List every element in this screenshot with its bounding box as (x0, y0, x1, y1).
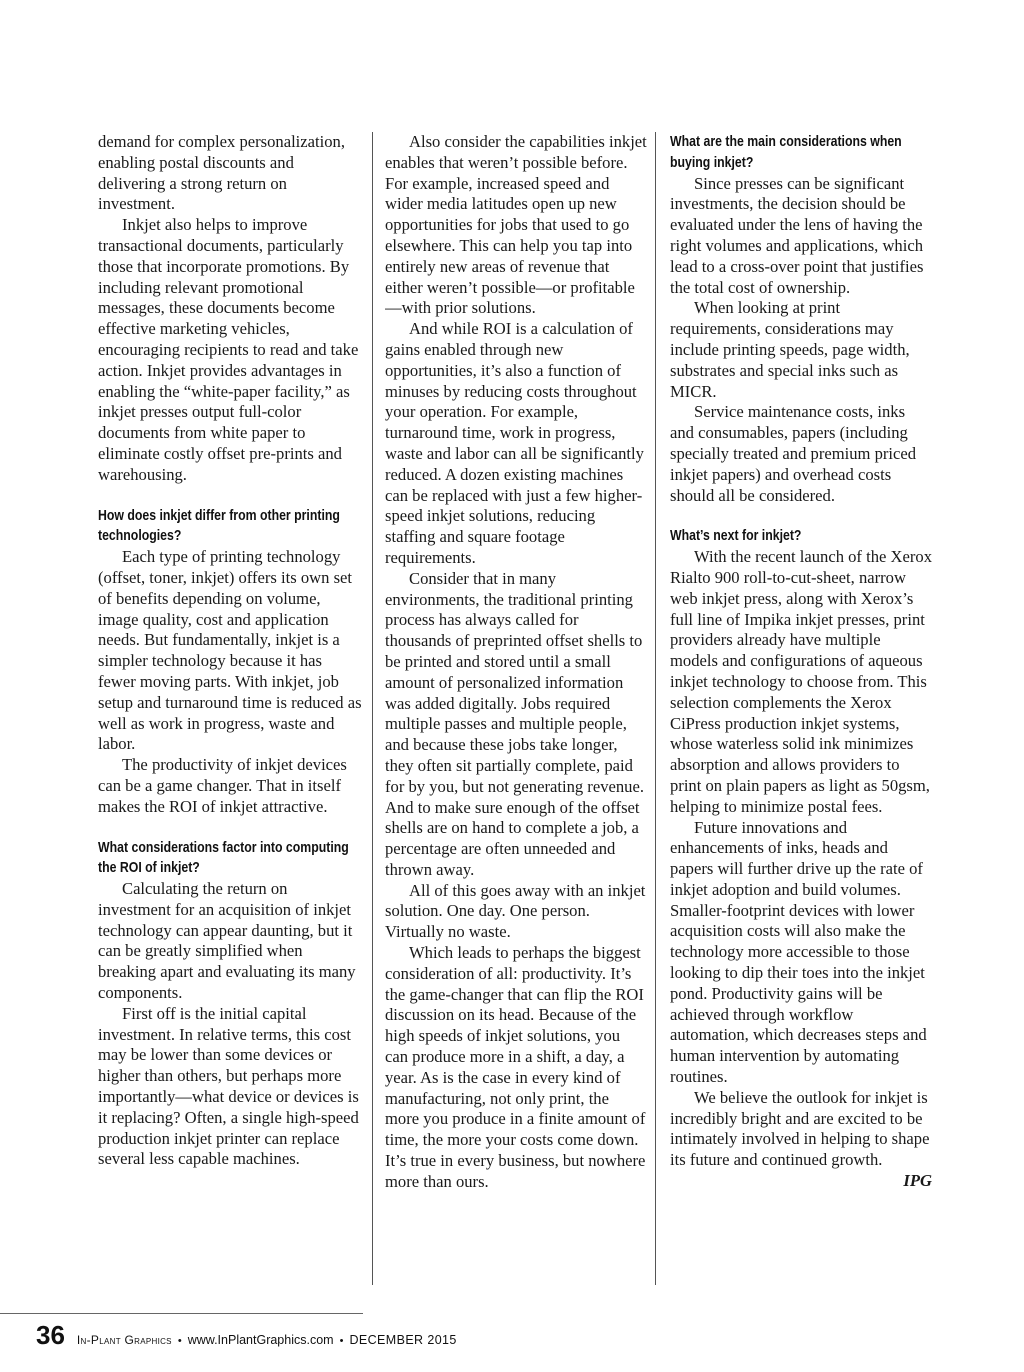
paragraph-text: We believe the outlook for inkjet is incredibly bright and are excited to be intimately involved in helping to shape its future and continued growth. (670, 1087, 930, 1170)
bullet-separator: • (177, 1335, 182, 1347)
paragraph (670, 1087, 932, 1191)
column-1 (98, 132, 362, 1292)
paragraph: Each type of printing technology (offset, toner, inkjet) offers its own set of benefits depending on volume, image quality, cost and application needs. But fundamentally, inkjet is a simpler technology because it has fewer moving parts. With inkjet, job setup and turnaround time is reduced as well as work in progress, waste and labor. (98, 547, 362, 754)
section-heading: What considerations factor into computing the ROI of inkjet? (98, 838, 349, 877)
page-footer (36, 1320, 457, 1354)
publication-name: In-Plant Graphics (76, 1333, 172, 1347)
column-divider (372, 132, 373, 1285)
issue-date: DECEMBER 2015 (349, 1333, 457, 1347)
footer-rule (0, 1313, 363, 1314)
paragraph: Service maintenance costs, inks and consumables, papers (including specially treated and premium priced inkjet papers) and overhead costs should all be considered. (670, 402, 917, 505)
paragraph: Consider that in many environments, the traditional printing process has always called for thousands of preprinted offset shells to be printed and stored until a small amount of personalized information was added digitally. Jobs required multiple passes and multiple people, and because these jobs take longer, they often sit partially complete, paid for by you, but not generating revenue. And to make sure enough of the offset shells are on hand to complete a job, a percentage are often unneeded and thrown away. (385, 568, 644, 879)
paragraph: Which leads to perhaps the biggest consideration of all: productivity. It’s the game-changer that can flip the ROI discussion on its head. Because of the high speeds of inkjet solutions, you can produce more in a shift, a day, a year. As is the case in every kind of manufacturing, not only print, the more you produce in a finite amount of time, the more your costs come down. It’s true in every business, but nowhere more than ours. (385, 943, 646, 1191)
bullet-separator: • (339, 1335, 344, 1347)
paragraph: demand for complex personalization, enabling postal discounts and delivering a strong return on investment. (98, 132, 345, 214)
paragraph: Also consider the capabilities inkjet enables that weren’t possible before. For example, increased speed and wider media latitudes open up new opportunities for jobs that used to go elsewhere. This can help you tap into entirely new areas of revenue that either weren’t possible—or profitable—with prior solutions. (385, 132, 647, 318)
paragraph: Calculating the return on investment for an acquisition of inkjet technology can appear daunting, but it can be greatly simplified when breaking apart and evaluating its many components. (98, 879, 356, 1003)
column-3 (670, 132, 932, 1292)
paragraph: When looking at print requirements, considerations may include printing speeds, page width, substrates and special inks such as MICR. (670, 298, 910, 401)
section-heading: How does inkjet differ from other printing technologies? (98, 506, 340, 545)
paragraph: And while ROI is a calculation of gains enabled through new opportunities, it’s also a function of minuses by reducing costs throughout your operation. For example, turnaround time, work in progress, waste and labor can all be significantly reduced. A dozen existing machines can be replaced with just a few higher-speed inkjet solutions, reducing staffing and square footage requirements. (385, 319, 644, 567)
paragraph: Since presses can be significant investments, the decision should be evaluated under the lens of having the right volumes and applications, which lead to a cross-over point that justifies the total cost of ownership. (670, 173, 924, 297)
page-number: 36 (36, 1320, 65, 1350)
paragraph: First off is the initial capital investment. In relative terms, this cost may be lower than some devices or higher than others, but perhaps more importantly—what device or devices is it replacing? Often, a single high-speed production inkjet printer can replace several less capable machines. (98, 1003, 359, 1169)
signoff-mark: IPG (903, 1171, 932, 1191)
section-heading: What are the main considerations when buying inkjet? (670, 133, 902, 171)
paragraph: Future innovations and enhancements of inks, heads and papers will further drive up the rate of inkjet adoption and build volumes. Smaller-footprint devices with lower acquisition costs will also make the technology more accessible to those looking to dip their toes into the inkjet pond. Productivity gains will be achieved through workflow automation, which decreases steps and human intervention by automating routines. (670, 817, 927, 1087)
paragraph: With the recent launch of the Xerox Rialto 900 roll-to-cut-sheet, narrow web inkjet press, along with Xerox’s full line of Impika inkjet presses, print providers already have multiple models and configurations of aqueous inkjet technology to choose from. This selection complements the Xerox CiPress production inkjet systems, whose waterless solid ink minimizes absorption and allows providers to print on plain papers as light as 50gsm, helping to minimize postal fees. (670, 547, 932, 816)
paragraph: Inkjet also helps to improve transactional documents, particularly those that incorporate promotions. By including relevant promotional messages, these documents become effective marketing vehicles, encouraging recipients to read and take action. Inkjet provides advantages in enabling the “white-paper facility,” as inkjet presses output full-color documents from white paper to eliminate costly offset pre-prints and warehousing. (98, 215, 359, 484)
paragraph: The productivity of inkjet devices can be a game changer. That in itself makes the ROI of inkjet attractive. (98, 755, 347, 816)
column-divider (655, 132, 656, 1285)
section-heading: What’s next for inkjet? (670, 527, 802, 545)
website-url: www.InPlantGraphics.com (187, 1333, 334, 1347)
paragraph: All of this goes away with an inkjet solution. One day. One person. Virtually no waste. (385, 880, 646, 942)
column-2 (385, 132, 647, 1292)
